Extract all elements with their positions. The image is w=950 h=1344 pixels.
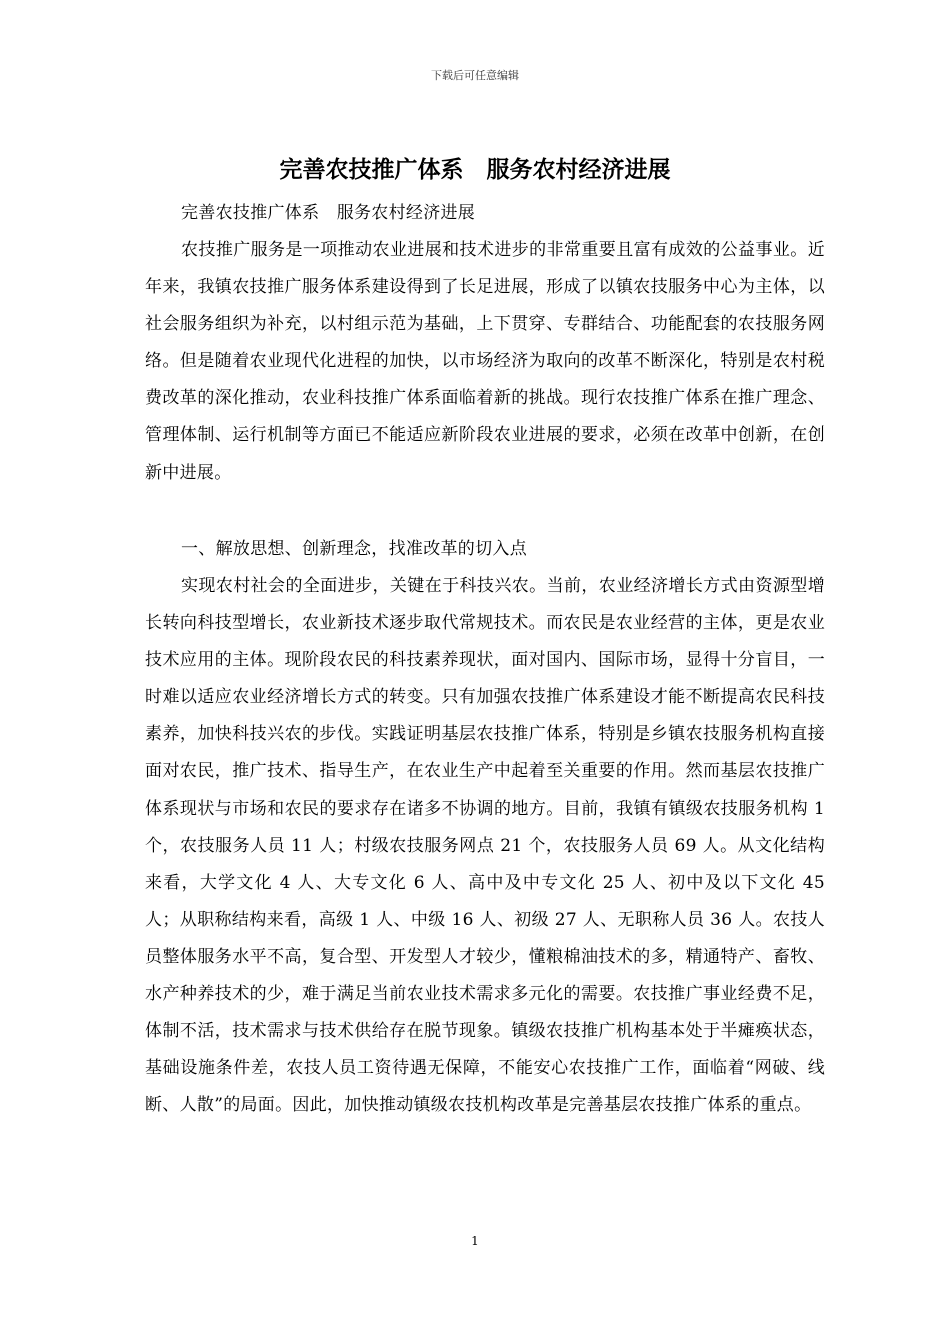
document-title: 完善农技推广体系 服务农村经济进展 <box>279 156 671 183</box>
page-number: 1 <box>471 1234 479 1248</box>
header-note: 下载后可任意编辑 <box>431 69 519 82</box>
document-subtitle: 完善农技推广体系 服务农村经济进展 <box>181 203 476 223</box>
body-paragraph-intro: 农技推广服务是一项推动农业进展和技术进步的非常重要且富有成效的公益事业。近年来，我镇农技推广服务体系建设得到了长足进展，形成了以镇农技服务中心为主体，以社会服务组织为补充，以村组示范为基础，上下贯穿、专群结合、功能配套的农技服务网络。但是随着农业现代化进程的加快，以市场经济为取向的改革不断深化，特别是农村税费改革的深化推动，农业科技推广体系面临着新的挑战。现行农技推广体系在推广理念、管理体制、运行机制等方面已不能适应新阶段农业进展的要求，必须在改革中创新，在创新中进展。 <box>145 240 825 483</box>
section-heading-1: 一、解放思想、创新理念，找准改革的切入点 <box>181 539 527 559</box>
body-paragraph-section-1: 实现农村社会的全面进步，关键在于科技兴农。当前，农业经济增长方式由资源型增长转向科技型增长，农业新技术逐步取代常规技术。而农民是农业经营的主体，更是农业技术应用的主体。现阶段农民的科技素养现状，面对国内、国际市场，显得十分盲目，一时难以适应农业经济增长方式的转变。只有加强农技推广体系建设才能不断提高农民科技素养，加快科技兴农的步伐。实践证明基层农技推广体系，特别是乡镇农技服务机构直接面对农民，推广技术、指导生产，在农业生产中起着至关重要的作用。然而基层农技推广体系现状与市场和农民的要求存在诸多不协调的地方。目前，我镇有镇级农技服务机构 1 个，农技服务人员 11 人；村级农技服务网点 21 个，农技服务人员 69 人。从文化结构来看，大学文化 4 人、大专文化 6 人、高中及中专文化 25 人、初中及以下文化 45 人；从职称结构来看，高级 1 人、中级 16 人、初级 27 人、无职称人员 36 人。农技人员整体服务水平不高，复合型、开发型人才较少，懂粮棉油技术的多，精通特产、畜牧、水产种养技术的少，难于满足当前农业技术需求多元化的需要。农技推广事业经费不足，体制不活，技术需求与技术供给存在脱节现象。镇级农技推广机构基本处于半瘫痪状态，基础设施条件差，农技人员工资待遇无保障，不能安心农技推广工作，面临着“网破、线断、人散”的局面。因此，加快推动镇级农技机构改革是完善基层农技推广体系的重点。 <box>145 576 825 1116</box>
